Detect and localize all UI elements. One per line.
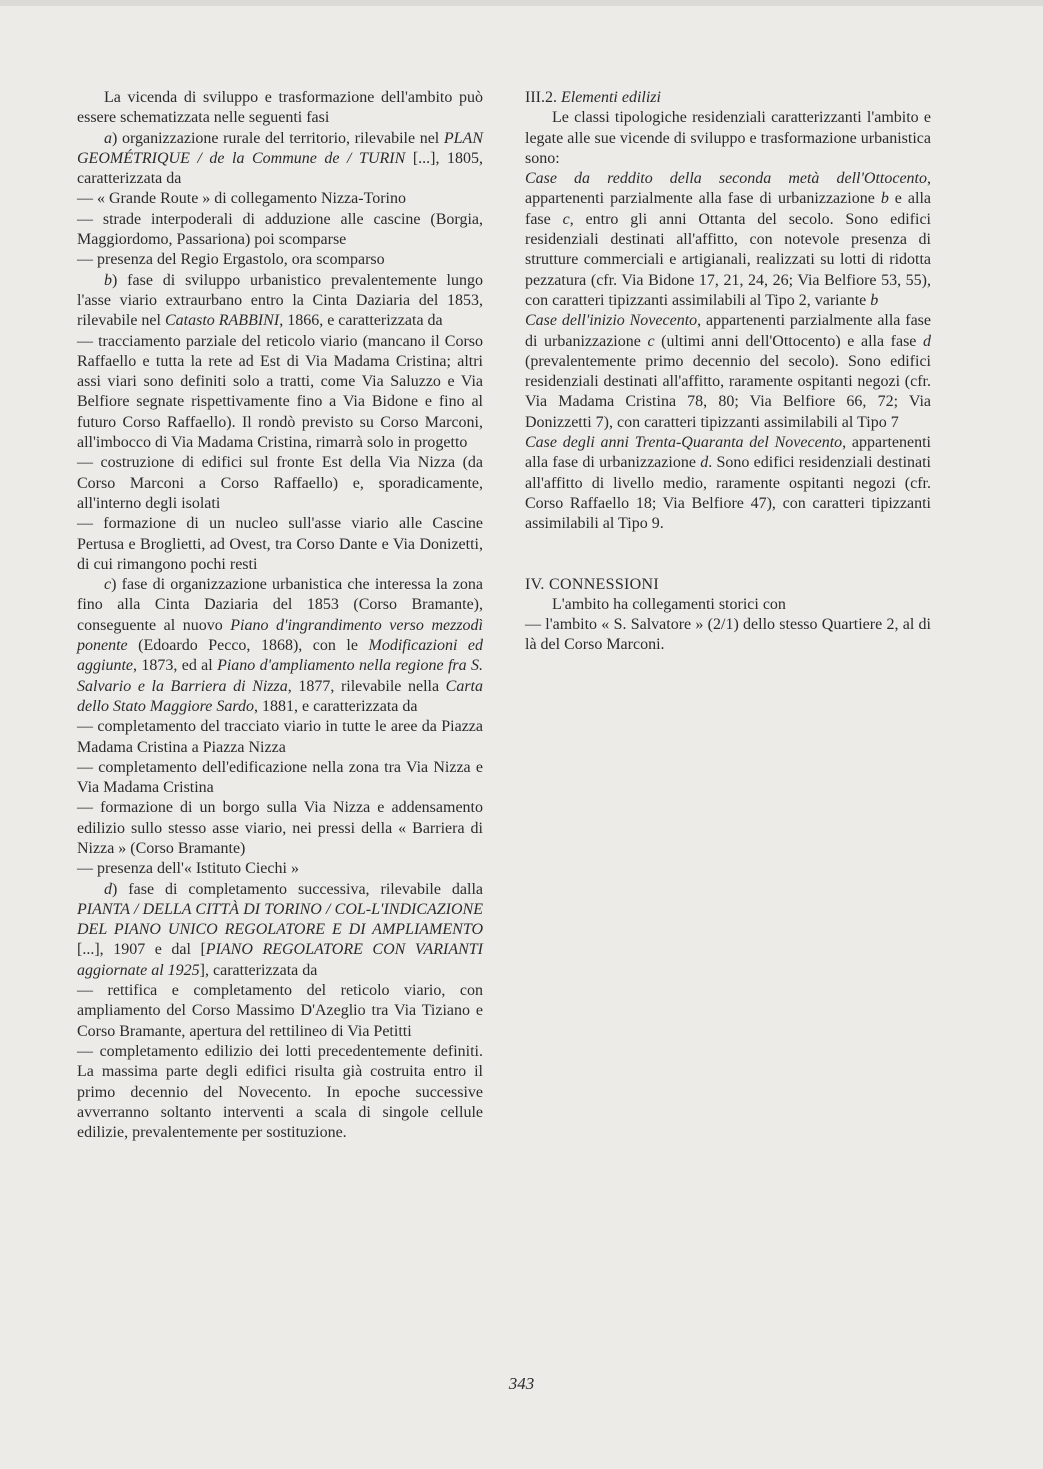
spacer bbox=[525, 535, 931, 555]
phase-a-item: — presenza del Regio Ergastolo, ora scomparso bbox=[77, 251, 385, 269]
typology-2: Case dell'inizio Novecento, appartenenti parzialmente alla fase di urbanizzazione c (ultimi anni dell'Ottocento) e alla fase d (prevalentemente primo decennio del secolo). Sono edifici residenziali destinati all'affitto, raramente ospitanti negozi (cfr. Via Madama Cristina 78, 80; Via Belfiore 66, 72; Via Donizzetti 7), con caratteri tipizzanti assimilabili al Tipo 7 bbox=[525, 312, 931, 431]
right-column bbox=[525, 88, 931, 656]
phase-c: c) fase di organizzazione urbanistica che interessa la zona fino alla Cinta Daziaria del 1853 (Corso Bramante), conseguente al nuovo Piano d'ingrandimento verso mezzodì ponente (Edoardo Pecco, 1868), con le Modificazioni ed aggiunte, 1873, ed al Piano d'ampliamento nella regione fra S. Salvario e la Barriera di Nizza, 1877, rilevabile nella Carta dello Stato Maggiore Sardo, 1881, e caratterizzata da bbox=[77, 576, 484, 715]
section-heading-elementi: III.2. Elementi edilizi bbox=[525, 89, 661, 106]
phase-b-item: — tracciamento parziale del reticolo viario (mancano il Corso Raffaello e tutta la rete ad Est di Via Madama Cristina; altri assi viari sono definiti solo a tratti, come Via Saluzzo e Via Belfiore segnate rispettivamente fino a Via Bidone e fino al futuro Corso Raffaello). Il rondò previsto su Corso Marconi, all'imbocco di Via Madama Cristina, rimarrà solo in progetto bbox=[77, 332, 483, 452]
phase-a-item: — strade interpoderali di adduzione alle cascine (Borgia, Maggiordomo, Passariona) poi scomparse bbox=[77, 210, 483, 249]
typology-1: Case da reddito della seconda metà dell'Ottocento, appartenenti parzialmente alla fase di urbanizzazione b e alla fase c, entro gli anni Ottanta del secolo. Sono edifici residenziali destinati all'affitto, con notevole presenza di strutture commerciali e artigianali, realizzati su lotti di ridotta pezzatura (cfr. Via Bidone 17, 21, 24, 26; Via Belfiore 53, 55), con caratteri tipizzanti assimilabili al Tipo 2, variante b bbox=[525, 170, 932, 309]
phase-c-item: — formazione di un borgo sulla Via Nizza e addensamento edilizio sullo stesso asse viario, nei pressi della « Barriera di Nizza » (Corso Bramante) bbox=[77, 799, 483, 857]
phase-a: a) organizzazione rurale del territorio, rilevabile nel PLAN GEOMÉTRIQUE / de la Commune de / TURIN [...], 1805, caratterizzata da bbox=[77, 129, 484, 188]
phase-b-item: — formazione di un nucleo sull'asse viario alle Cascine Pertusa e Broglietti, ad Ovest, tra Corso Dante e Via Donizetti, di cui rimangono pochi resti bbox=[77, 515, 483, 573]
connection-item: — l'ambito « S. Salvatore » (2/1) dello stesso Quartiere 2, al di là del Corso Marconi. bbox=[525, 616, 931, 654]
connections-intro: L'ambito ha collegamenti storici con bbox=[552, 595, 786, 613]
phase-b-item: — costruzione di edifici sul fronte Est della Via Nizza (da Corso Marconi a Corso Raffaello) e, sporadicamente, all'interno degli isolati bbox=[77, 454, 483, 512]
phase-c-item: — completamento dell'edificazione nella zona tra Via Nizza e Via Madama Cristina bbox=[77, 758, 483, 797]
page-number: 343 bbox=[508, 1374, 535, 1393]
phase-c-item: — presenza dell'« Istituto Ciechi » bbox=[77, 860, 299, 878]
typology-intro: Le classi tipologiche residenziali caratterizzanti l'ambito e legate alle sue vicende di sviluppo e trasformazione urbanistica sono: bbox=[525, 109, 931, 167]
phase-d: d) fase di completamento successiva, rilevabile dalla PIANTA / DELLA CITTÀ DI TORINO / COL-L'INDICAZIONE DEL PIANO UNICO REGOLATORE E DI AMPLIAMENTO [...], 1907 e dal [PIANO REGOLATORE CON VARIANTI aggiornate al 1925], caratterizzata da bbox=[77, 880, 483, 979]
phase-c-item: — completamento del tracciato viario in tutte le aree da Piazza Madama Cristina a Piazza Nizza bbox=[77, 718, 483, 756]
phase-d-item: — completamento edilizio dei lotti precedentemente definiti. La massima parte degli edifici risulta già costruita entro il primo decennio del Novecento. In epoche successive avverranno soltanto interventi a scala di singole cellule edilizie, prevalentemente per sostituzione. bbox=[77, 1042, 483, 1142]
phase-d-item: — rettifica e completamento del reticolo viario, con ampliamento del Corso Massimo D'Azeglio tra Via Tiziano e Corso Bramante, apertura del rettilineo di Via Petitti bbox=[77, 982, 483, 1040]
typology-3: Case degli anni Trenta-Quaranta del Novecento, appartenenti alla fase di urbanizzazione d. Sono edifici residenziali destinati all'affitto di livello medio, raramente ospitanti negozi (cfr. Corso Raffaello 18; Via Belfiore 47), con caratteri tipizzanti assimilabili al Tipo 9. bbox=[525, 434, 931, 533]
section-heading-connessioni: IV. CONNESSIONI bbox=[525, 575, 659, 593]
phase-a-item: — « Grande Route » di collegamento Nizza-Torino bbox=[77, 190, 406, 208]
page-top-edge bbox=[0, 0, 1043, 6]
phase-b: b) fase di sviluppo urbanistico prevalentemente lungo l'asse viario extraurbano entro la Cinta Daziaria del 1853, rilevabile nel Catasto RABBINI, 1866, e caratterizzata da bbox=[77, 271, 483, 330]
left-column bbox=[77, 88, 483, 1143]
intro-paragraph: La vicenda di sviluppo e trasformazione dell'ambito può essere schematizzata nelle seguenti fasi bbox=[77, 89, 483, 127]
spacer bbox=[525, 555, 931, 575]
